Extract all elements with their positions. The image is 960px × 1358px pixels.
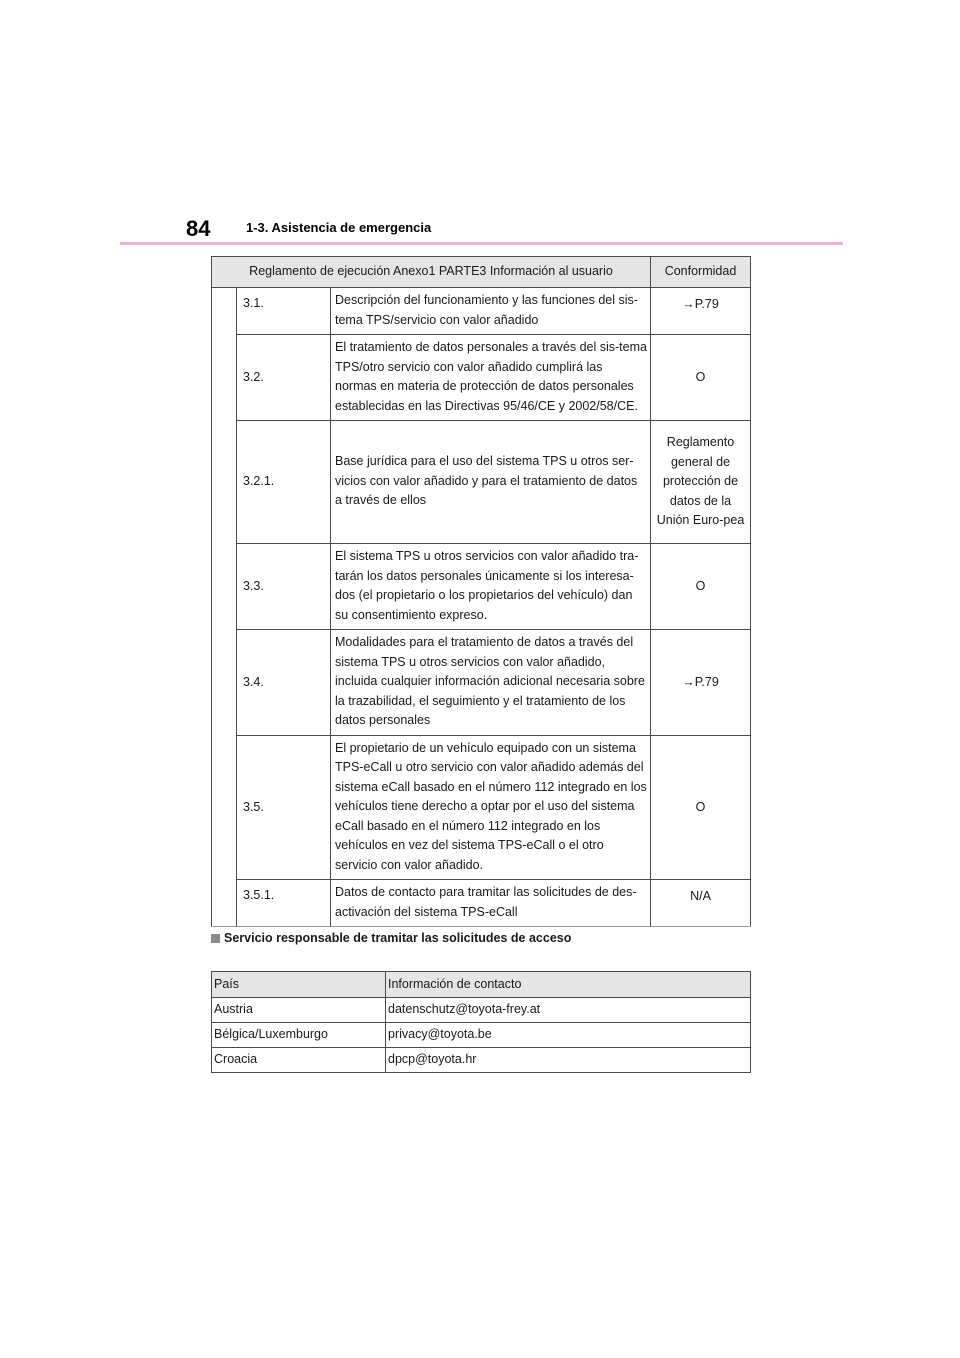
contact-email: privacy@toyota.be (386, 1023, 751, 1048)
row-conformity: O (651, 335, 751, 421)
table-row (212, 880, 751, 927)
blank-column (212, 288, 237, 927)
contact-country: Croacia (212, 1048, 386, 1073)
row-conformity: O (651, 735, 751, 880)
table-header-regulation: Reglamento de ejecución Anexo1 PARTE3 Información al usuario (212, 257, 651, 288)
contact-country: Austria (212, 998, 386, 1023)
row-description: Descripción del funcionamiento y las funciones del sis-tema TPS/servicio con valor añadido (331, 288, 651, 335)
table-header-conformity: Conformidad (651, 257, 751, 288)
contact-table (211, 971, 751, 1073)
subsection-heading (211, 931, 571, 945)
row-conformity: N/A (651, 880, 751, 927)
row-description: Base jurídica para el uso del sistema TPS u otros ser-vicios con valor añadido y para el tratamiento de datos a través de ellos (331, 421, 651, 544)
row-number: 3.2.1. (237, 421, 331, 544)
row-number: 3.3. (237, 544, 331, 630)
table-row (212, 288, 751, 335)
table-row (212, 1048, 751, 1073)
table-row (212, 630, 751, 736)
section-title: 1-3. Asistencia de emergencia (246, 220, 432, 235)
square-bullet-icon (211, 934, 220, 943)
contact-header-row (212, 972, 751, 998)
row-description: Modalidades para el tratamiento de datos a través del sistema TPS u otros servicios con valor añadido, incluida cualquier información adicional necesaria sobre la trazabilidad, el seguimiento y el tratamiento de los datos personales (331, 630, 651, 736)
contact-email: dpcp@toyota.hr (386, 1048, 751, 1073)
regulation-table (211, 256, 751, 927)
header-rule (120, 242, 843, 245)
table-row (212, 335, 751, 421)
contact-header-country: País (212, 972, 386, 998)
row-number: 3.2. (237, 335, 331, 421)
subsection-title: Servicio responsable de tramitar las solicitudes de acceso (224, 931, 572, 945)
row-number: 3.4. (237, 630, 331, 736)
contact-email: datenschutz@toyota-frey.at (386, 998, 751, 1023)
table-row (212, 735, 751, 880)
row-number: 3.1. (237, 288, 331, 335)
row-conformity: O (651, 544, 751, 630)
page-number: 84 (186, 216, 211, 241)
table-row (212, 421, 751, 544)
row-conformity: Reglamento general de protección de datos de la Unión Euro-pea (651, 421, 751, 544)
section-divider (211, 926, 751, 927)
row-number: 3.5. (237, 735, 331, 880)
row-description: El sistema TPS u otros servicios con valor añadido tra-tarán los datos personales únicamente si los interesa-dos (el propietario o los propietarios del vehículo) dan su consentimiento expreso. (331, 544, 651, 630)
row-description: El tratamiento de datos personales a través del sis-tema TPS/otro servicio con valor añadido cumplirá las normas en materia de protección de datos personales establecidas en las Directivas 95/46/CE y 2002/58/CE. (331, 335, 651, 421)
table-row (212, 544, 751, 630)
table-row (212, 998, 751, 1023)
table-header-row (212, 257, 751, 288)
row-description: Datos de contacto para tramitar las solicitudes de des-activación del sistema TPS-eCall (331, 880, 651, 927)
contact-header-info: Información de contacto (386, 972, 751, 998)
row-conformity: →P.79 (651, 630, 751, 736)
row-conformity: →P.79 (651, 288, 751, 335)
table-row (212, 1023, 751, 1048)
row-number: 3.5.1. (237, 880, 331, 927)
row-description: El propietario de un vehículo equipado con un sistema TPS-eCall u otro servicio con valor añadido además del sistema eCall basado en el número 112 integrado en los vehículos tiene derecho a optar por el uso del sistema eCall basado en el número 112 integrado en los vehículos en vez del sistema TPS-eCall o el otro servicio con valor añadido. (331, 735, 651, 880)
contact-country: Bélgica/Luxemburgo (212, 1023, 386, 1048)
